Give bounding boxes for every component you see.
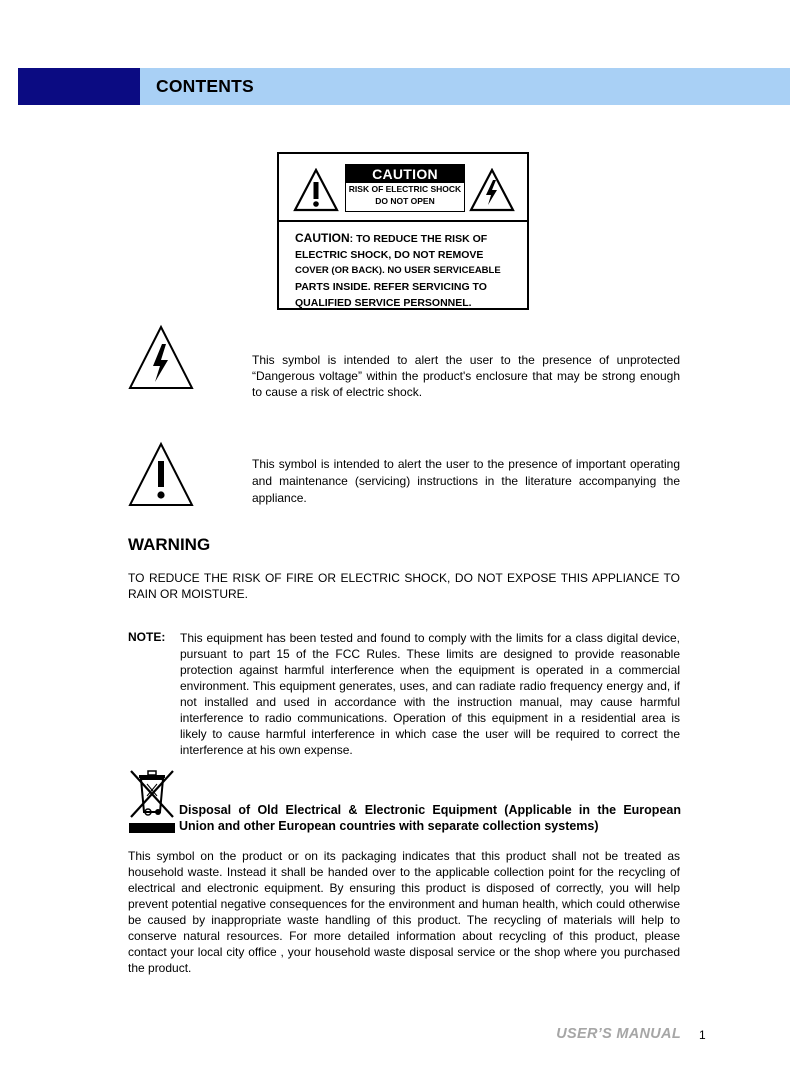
caution-body-line2: ELECTRIC SHOCK, DO NOT REMOVE [295, 249, 484, 261]
exclamation-symbol-description: This symbol is intended to alert the user to the presence of important operating and maintenance (servicing) instructions in the literature accompanying the appliance. [252, 457, 680, 505]
caution-body-line4: PARTS INSIDE. REFER SERVICING TO [295, 281, 487, 293]
disposal-title: Disposal of Old Electrical & Electronic Equipment (Applicable in the European Union and other European countries with separate collection systems) [179, 803, 681, 833]
header-title-band [140, 68, 790, 105]
caution-label-body [295, 230, 520, 311]
note-text: This equipment has been tested and found to comply with the limits for a class digital device, pursuant to part 15 of the FCC Rules. These limits are designed to provide reasonable protection against harmful interference when the equipment is operated in a commercial environment. This equipment generates, uses, and can radiate radio frequency energy and, if not installed and used in accordance with the instruction manual, may cause harmful interference to radio communications. Operation of this equipment in a residential area is likely to cause harmful interference in which case the user will be required to correct the interference at his own expense. [180, 631, 680, 757]
caution-body-line1 [295, 230, 520, 247]
page-number: 1 [699, 1028, 706, 1042]
footer-manual-label: USER’S MANUAL [556, 1026, 681, 1042]
voltage-symbol-description: This symbol is intended to alert the user to the presence of unprotected “Dangerous voltage” within the product's enclosure that may be strong enough to cause a risk of electric shock. [252, 353, 680, 399]
caution-body-rest: : TO REDUCE THE RISK OF [349, 233, 488, 245]
caution-label-box [277, 152, 529, 310]
exclamation-triangle-icon [293, 168, 339, 212]
caution-panel-line2: DO NOT OPEN [375, 196, 435, 206]
section-header-bar [18, 68, 790, 105]
caution-label-top [279, 154, 527, 222]
warning-heading: WARNING [128, 535, 211, 554]
warning-text: TO REDUCE THE RISK OF FIRE OR ELECTRIC SHOCK, DO NOT EXPOSE THIS APPLIANCE TO RAIN OR MOISTURE. [128, 571, 680, 601]
caution-panel-heading: CAUTION [346, 165, 464, 183]
caution-panel [345, 164, 465, 212]
crossed-out-wheelie-bin-icon [128, 768, 176, 834]
disposal-text: This symbol on the product or on its packaging indicates that this product shall not be treated as household waste. Instead it shall be handed over to the applicable collection point for the recycling of electrical and electronic equipment. By ensuring this product is disposed of correctly, you will help prevent potential negative consequences for the environment and human health, which could otherwise be caused by inappropriate waste handling of this product. The recycling of materials will help to conserve natural resources. For more detailed information about recycling of this product, please contact your local city office , your household waste disposal service or the shop where you purchased the product. [128, 849, 680, 975]
note-label: NOTE: [128, 630, 166, 644]
lightning-triangle-icon [469, 168, 515, 212]
caution-body-line3: COVER (OR BACK). NO USER SERVICEABLE [295, 265, 501, 276]
page-title: CONTENTS [156, 76, 254, 96]
caution-body-lead: CAUTION [295, 231, 350, 245]
dangerous-voltage-icon [127, 324, 195, 392]
caution-body-line5: QUALIFIED SERVICE PERSONNEL. [295, 297, 472, 309]
header-accent-block [18, 68, 140, 105]
attention-exclamation-icon [127, 441, 195, 509]
caution-panel-line1: RISK OF ELECTRIC SHOCK [348, 184, 462, 194]
